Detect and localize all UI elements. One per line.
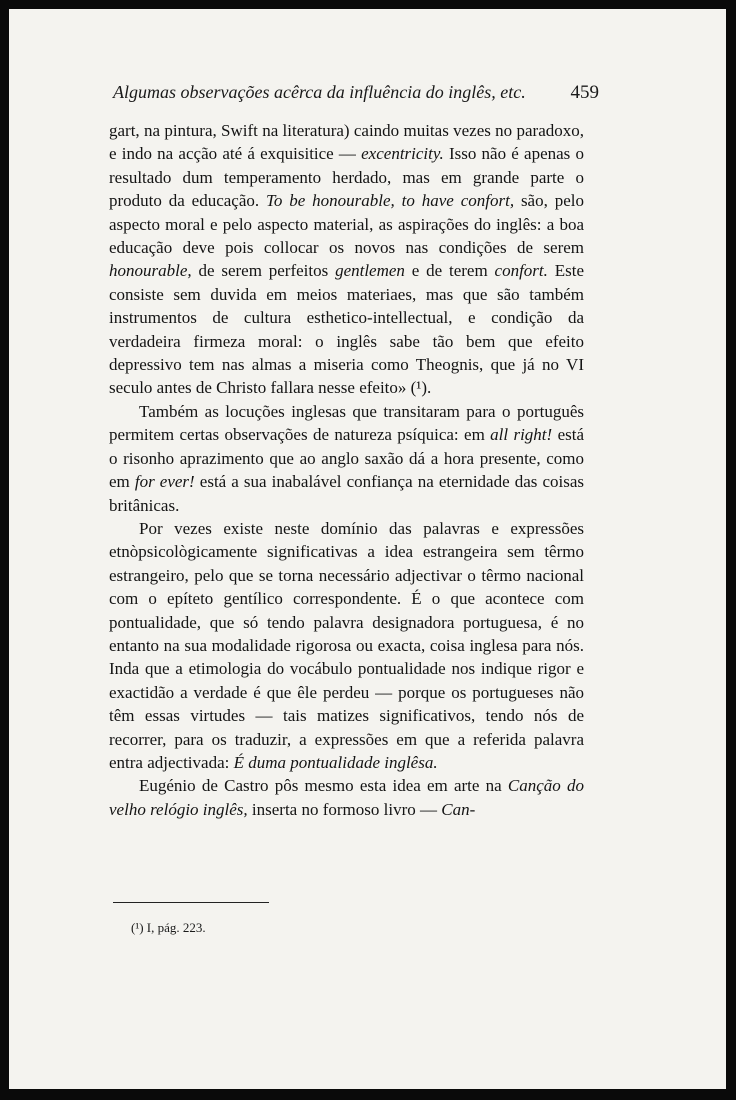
italic-run: gentlemen bbox=[335, 261, 405, 281]
body-text bbox=[109, 119, 584, 821]
running-title: Algumas observações acêrca da influência do inglês, etc. bbox=[113, 82, 526, 102]
italic-run: confort. bbox=[494, 261, 548, 281]
paragraph-1 bbox=[109, 119, 584, 400]
italic-run: excentricity. bbox=[361, 144, 444, 164]
text-run: Este consiste sem duvida em meios materiaes, mas que são também instrumentos de cultura esthetico-intellectual, e condição da verdadeira firmeza moral: o inglês sabe tão bem que efeito depressivo tem nas almas a miseria como Theognis, que já no VI seculo antes de Christo fallara nesse efeito» (¹). bbox=[109, 261, 584, 398]
italic-run: all right! bbox=[490, 425, 553, 445]
text-run: de serem perfeitos bbox=[191, 261, 336, 281]
italic-run: Canção do velho relógio inglês, bbox=[109, 776, 584, 819]
text-run: Também as locuções inglesas que transitaram para o português permitem certas observações de natureza psíquica: em bbox=[109, 401, 584, 445]
page-header bbox=[113, 82, 599, 112]
italic-run: Can- bbox=[441, 799, 476, 819]
text-run: está o risonho aprazimento que ao anglo saxão dá a hora presente, como em bbox=[109, 425, 584, 492]
italic-run: É duma pontualidade inglêsa. bbox=[233, 752, 438, 772]
italic-run: for ever! bbox=[134, 472, 195, 492]
text-run: inserta no formoso livro — bbox=[247, 799, 442, 819]
text-run: são, pelo aspecto moral e pelo aspecto material, as aspirações do inglês: a boa educação deve pois collocar os novos nas condições de serem bbox=[109, 191, 584, 258]
paragraph-3 bbox=[109, 517, 584, 774]
italic-run: To be honourable, to have confort, bbox=[266, 191, 515, 211]
text-run: Isso não é apenas o resultado dum temperamento herdado, mas em grande parte o produto da educação. bbox=[109, 144, 584, 211]
footnote-divider bbox=[113, 902, 269, 903]
paragraph-2 bbox=[109, 400, 584, 517]
italic-run: honourable, bbox=[109, 261, 192, 281]
text-run: Por vezes existe neste domínio das palavras e expressões etnòpsicològicamente significativas a idea estrangeira sem têrmo estrangeiro, pelo que se torna necessário adjectivar o têrmo nacional com o epíteto gentílico correspondente. É o que acontece com pontualidade, que só tendo palavra designadora portuguesa, é no entanto na sua modalidade rigorosa ou exacta, coisa inglesa para nós. Inda que a etimologia do vocábulo pontualidade nos indique rigor e exactidão a verdade é que êle perdeu — porque os portugueses não têm essas virtudes — tais matizes significativos, tendo nós de recorrer, para os traduzir, a expressões em que a referida palavra entra adjectivada: bbox=[109, 518, 584, 772]
footnote: (¹) I, pág. 223. bbox=[131, 920, 206, 935]
text-run: e de terem bbox=[404, 261, 495, 281]
page-number: 459 bbox=[570, 82, 599, 103]
text-run: Eugénio de Castro pôs mesmo esta idea em arte na bbox=[139, 776, 508, 796]
text-run: está a sua inabalável confiança na eternidade das coisas britânicas. bbox=[109, 472, 584, 515]
text-run: gart, na pintura, Swift na literatura) caindo muitas vezes no paradoxo, e indo na acção até á exquisitice — bbox=[109, 121, 584, 164]
paragraph-4 bbox=[109, 774, 584, 821]
book-page bbox=[9, 9, 726, 1089]
